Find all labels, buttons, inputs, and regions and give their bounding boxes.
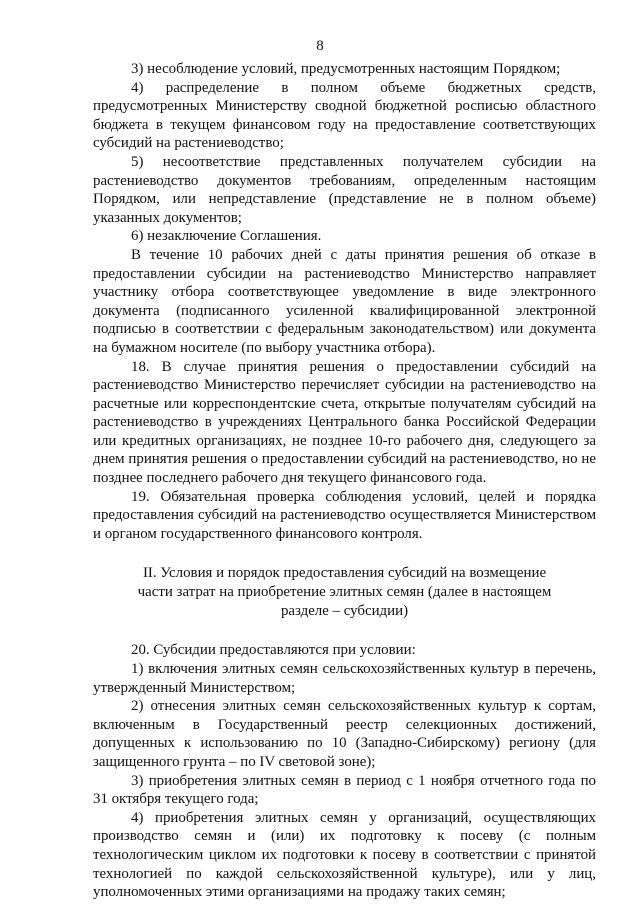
paragraph-item-6: 6) незаключение Соглашения. — [131, 228, 322, 245]
paragraph-condition-2: 2) отнесения элитных семян сельскохозяйственных культур к сортам, включенным в Государственный реестр селекционных достижений, допущенных к использованию по 10 (Западно-Сибирскому) региону (для защищенного грунта – по IV световой зоне); — [93, 698, 596, 770]
paragraph-item-5: 5) несоответствие представленных получателем субсидии на растениеводство документов требованиям, определенным настоящим Порядком, или непредставление (представление не в полном объеме) указанных документов; — [93, 153, 596, 226]
paragraph-refusal-notice: В течение 10 рабочих дней с даты принятия решения об отказе в предоставлении субсидии на растениеводство Министерство направляет участнику отбора соответствующее уведомление в виде электронного документа (подписанного усиленной квалифицированной электронной подписью в соответствии с федеральным законодательством) или документа на бумажном носителе (по выбору участника отбора). — [93, 246, 596, 356]
paragraph-clause-19: 19. Обязательная проверка соблюдения условий, целей и порядка предоставления субсидий на растениеводство осуществляется Министерством и органом государственного финансового контроля. — [93, 488, 596, 542]
paragraph-condition-3: 3) приобретения элитных семян в период с 1 ноября отчетного года по 31 октября текущего года; — [93, 772, 596, 808]
paragraph-clause-18: 18. В случае принятия решения о предоставлении субсидий на растениеводство Министерство перечисляет субсидии на растениеводство на расчетные или корреспондентские счета, открытые получателям субсидий на растениеводство в учреждениях Центрального банка Российской Федерации или кредитных организациях, не позднее 10-го рабочего дня, следующего за днем принятия решения о предоставлении субсидий на растениеводство, но не позднее последнего рабочего дня текущего финансового года. — [93, 358, 596, 487]
paragraph-condition-1: 1) включения элитных семян сельскохозяйственных культур в перечень, утвержденный Министерством; — [93, 661, 596, 696]
paragraph-item-3: 3) несоблюдение условий, предусмотренных настоящим Порядком; — [131, 61, 561, 77]
paragraph-item-4: 4) распределение в полном объеме бюджетных средств, предусмотренных Министерству сводной бюджетной росписью областного бюджета в текущем финансовом году на предоставление соответствующих субсидий на растениеводство; — [93, 79, 596, 152]
document-body — [93, 60, 596, 902]
paragraph-condition-4: 4) приобретения элитных семян у организаций, осуществляющих производство семян и (или) их подготовку к посеву (с полным технологическим циклом их подготовки к посеву в соответствии с принятой технологией по каждой сельскохозяйственной культуре), или у лиц, уполномоченных этими организациями на продажу таких семян; — [93, 809, 596, 901]
paragraph-clause-20: 20. Субсидии предоставляются при условии: — [131, 642, 416, 659]
page-number: 8 — [316, 38, 324, 54]
section-heading: II. Условия и порядок предоставления субсидий на возмещение части затрат на приобретение элитных семян (далее в настоящем разделе – субсидии) — [137, 565, 552, 620]
